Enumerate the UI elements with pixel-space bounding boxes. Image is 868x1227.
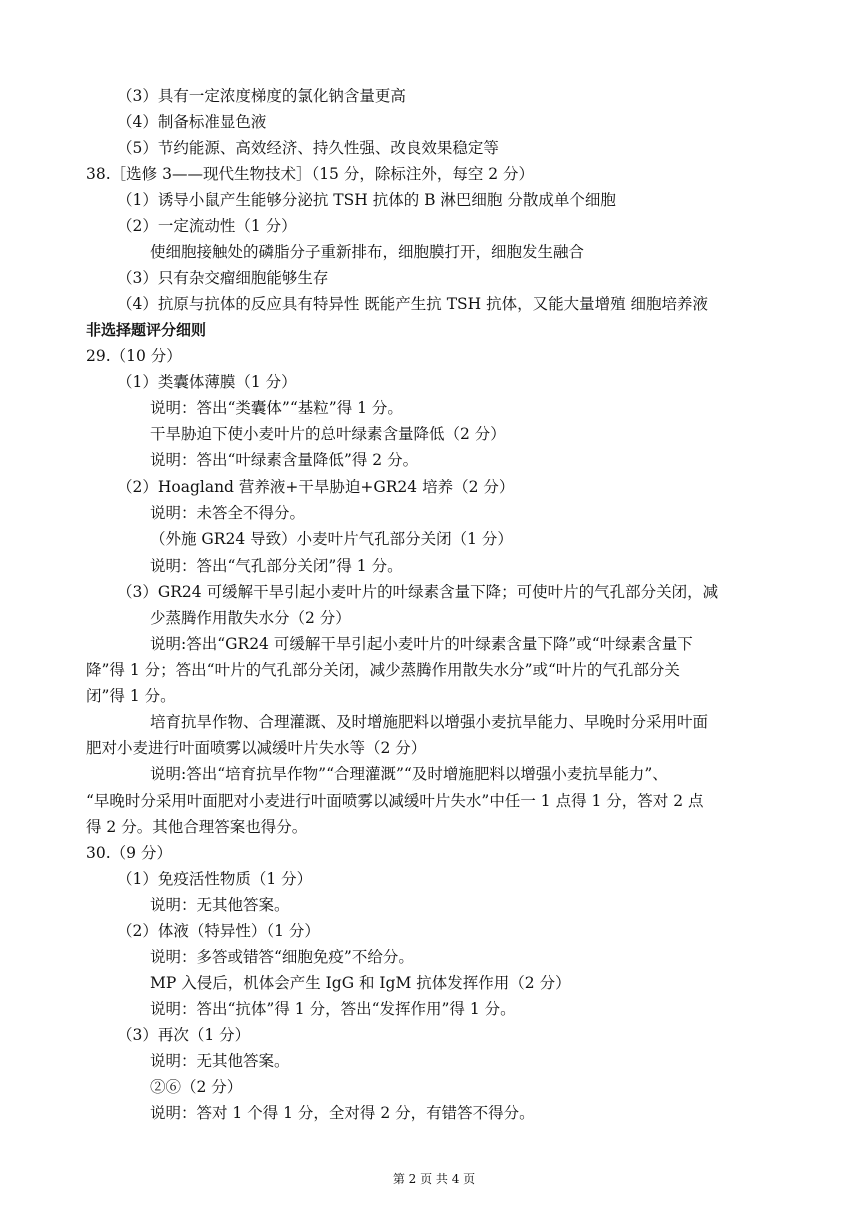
text-line: （1）诱导小鼠产生能够分泌抗 TSH 抗体的 B 淋巴细胞 分散成单个细胞	[117, 191, 616, 209]
text-line: （3）只有杂交瘤细胞能够生存	[117, 269, 329, 287]
text-line: 说明：无其他答案。	[150, 896, 290, 914]
text-line: 干旱胁迫下使小麦叶片的总叶绿素含量降低（2 分）	[150, 425, 506, 443]
text-line: 说明：答出“抗体”得 1 分，答出“发挥作用”得 1 分。	[150, 1000, 516, 1018]
text-line: ②⑥（2 分）	[150, 1078, 243, 1096]
text-line: （3）具有一定浓度梯度的氯化钠含量更高	[117, 87, 406, 105]
text-line: （2）Hoagland 营养液+干旱胁迫+GR24 培养（2 分）	[117, 478, 515, 496]
text-line: 闭”得 1 分。	[86, 687, 176, 705]
text-line: （2）体液（特异性）（1 分）	[117, 922, 320, 940]
page-footer: 第 2 页 共 4 页	[392, 1172, 476, 1186]
text-line: （外施 GR24 导致）小麦叶片气孔部分关闭（1 分）	[150, 530, 513, 548]
text-line: 使细胞接触处的磷脂分子重新排布，细胞膜打开，细胞发生融合	[150, 243, 585, 261]
text-line: 说明:答出“GR24 可缓解干旱引起小麦叶片的叶绿素含量下降”或“叶绿素含量下	[150, 635, 693, 653]
text-line: 说明：无其他答案。	[150, 1052, 290, 1070]
text-line: 降”得 1 分；答出“叶片的气孔部分关闭，减少蒸腾作用散失水分”或“叶片的气孔部分关	[86, 661, 680, 679]
text-line: （3）GR24 可缓解干旱引起小麦叶片的叶绿素含量下降；可使叶片的气孔部分关闭，减	[117, 583, 719, 601]
text-line: 说明：未答全不得分。	[150, 504, 306, 522]
text-line: 说明：答对 1 个得 1 分，全对得 2 分，有错答不得分。	[150, 1104, 535, 1122]
question-heading: 38.［选修 3——现代生物技术］（15 分，除标注外，每空 2 分）	[86, 165, 535, 183]
text-line: 肥对小麦进行叶面喷雾以减缓叶片失水等（2 分）	[86, 739, 427, 757]
text-line: （4）抗原与抗体的反应具有特异性 既能产生抗 TSH 抗体，又能大量增殖 细胞培养液	[117, 295, 709, 313]
section-title: 非选择题评分细则	[86, 321, 207, 339]
text-line: 说明:答出“培育抗旱作物”“合理灌溉”“及时增施肥料以增强小麦抗旱能力”、	[150, 765, 668, 783]
question-heading: 30.（9 分）	[86, 844, 172, 862]
text-line: MP 入侵后，机体会产生 IgG 和 IgM 抗体发挥作用（2 分）	[150, 974, 571, 992]
text-line: （1）类囊体薄膜（1 分）	[117, 373, 297, 391]
text-line: “早晚时分采用叶面肥对小麦进行叶面喷雾以减缓叶片失水”中任一 1 点得 1 分，答对 2 点	[86, 792, 704, 810]
text-line: 说明：答出“气孔部分关闭”得 1 分。	[150, 557, 403, 575]
text-line: （3）再次（1 分）	[117, 1026, 251, 1044]
text-line: 说明：答出“类囊体”“基粒”得 1 分。	[150, 399, 403, 417]
text-line: 说明：多答或错答“细胞免疫”不给分。	[150, 948, 414, 966]
text-line: （2）一定流动性（1 分）	[117, 217, 297, 235]
text-line: 培育抗旱作物、合理灌溉、及时增施肥料以增强小麦抗旱能力、早晚时分采用叶面	[150, 713, 709, 731]
question-heading: 29.（10 分）	[86, 347, 182, 365]
text-line: 少蒸腾作用散失水分（2 分）	[150, 609, 351, 627]
text-line: （4）制备标准显色液	[117, 113, 267, 131]
text-line: （5）节约能源、高效经济、持久性强、改良效果稳定等	[117, 139, 499, 157]
text-line: 说明：答出“叶绿素含量降低”得 2 分。	[150, 451, 419, 469]
text-line: 得 2 分。其他合理答案也得分。	[86, 818, 308, 836]
text-line: （1）免疫活性物质（1 分）	[117, 870, 313, 888]
